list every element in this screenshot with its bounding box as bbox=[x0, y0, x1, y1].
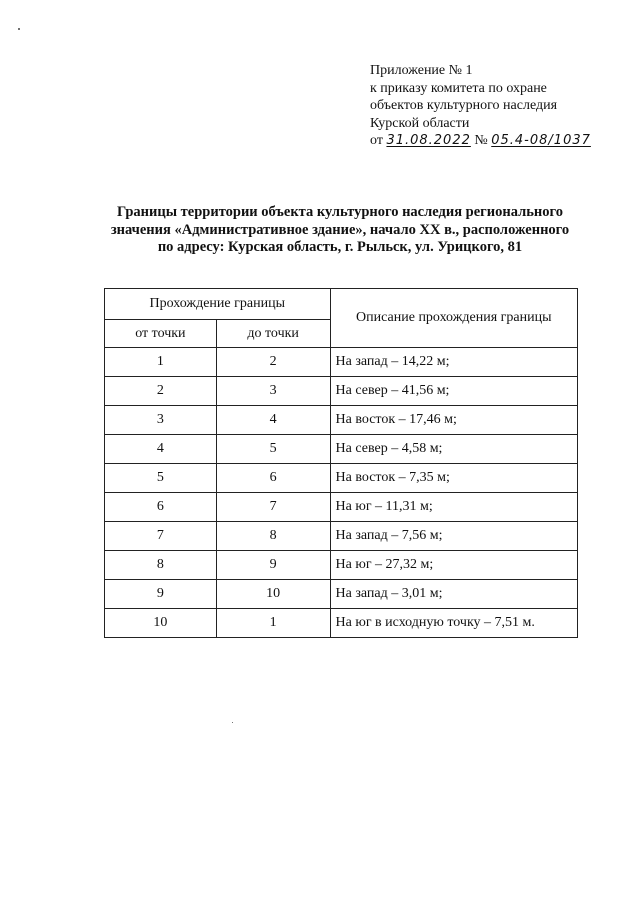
table-row bbox=[105, 609, 578, 638]
title-line: Границы территории объекта культурного наследия регионального bbox=[117, 204, 563, 220]
appendix-committee-line: объектов культурного наследия bbox=[370, 98, 558, 113]
from-point-cell: 9 bbox=[105, 580, 217, 609]
table-row bbox=[105, 522, 578, 551]
handwritten-date: 31.08.2022 bbox=[386, 133, 471, 148]
to-point-cell: 7 bbox=[216, 493, 330, 522]
description-cell: На север – 4,58 м; bbox=[330, 435, 577, 464]
to-point-cell: 6 bbox=[216, 464, 330, 493]
table-row bbox=[105, 493, 578, 522]
from-point-cell: 3 bbox=[105, 406, 217, 435]
to-point-cell: 8 bbox=[216, 522, 330, 551]
description-cell: На юг – 11,31 м; bbox=[330, 493, 577, 522]
description-cell: На запад – 3,01 м; bbox=[330, 580, 577, 609]
to-point-cell: 2 bbox=[216, 348, 330, 377]
title-line: по адресу: Курская область, г. Рыльск, ул. Урицкого, 81 bbox=[157, 239, 523, 255]
from-point-cell: 5 bbox=[105, 464, 217, 493]
from-point-cell: 8 bbox=[105, 551, 217, 580]
number-prefix: № bbox=[474, 133, 488, 148]
description-cell: На север – 41,56 м; bbox=[330, 377, 577, 406]
appendix-date-line bbox=[370, 132, 591, 150]
header-description: Описание прохождения границы bbox=[330, 289, 577, 348]
table-row bbox=[105, 377, 578, 406]
appendix-region-line: Курской области bbox=[370, 115, 470, 131]
to-point-cell: 9 bbox=[216, 551, 330, 580]
from-point-cell: 7 bbox=[105, 522, 217, 551]
table-row bbox=[105, 406, 578, 435]
to-point-cell: 3 bbox=[216, 377, 330, 406]
appendix-order-line: к приказу комитета по охране bbox=[370, 80, 547, 96]
description-cell: На восток – 7,35 м; bbox=[330, 464, 577, 493]
from-point-cell: 4 bbox=[105, 435, 217, 464]
to-point-cell: 5 bbox=[216, 435, 330, 464]
header-to-point: до точки bbox=[216, 320, 330, 348]
scan-speck bbox=[18, 28, 20, 30]
scan-speck bbox=[232, 722, 233, 723]
description-cell: На юг в исходную точку – 7,51 м. bbox=[330, 609, 577, 638]
to-point-cell: 10 bbox=[216, 580, 330, 609]
to-point-cell: 4 bbox=[216, 406, 330, 435]
from-point-cell: 2 bbox=[105, 377, 217, 406]
from-point-cell: 1 bbox=[105, 348, 217, 377]
boundary-table bbox=[104, 288, 578, 638]
table-row bbox=[105, 435, 578, 464]
description-cell: На юг – 27,32 м; bbox=[330, 551, 577, 580]
table-row bbox=[105, 551, 578, 580]
title-line: значения «Административное здание», начало XX в., расположенного bbox=[110, 221, 570, 238]
table-row bbox=[105, 348, 578, 377]
table-row bbox=[105, 464, 578, 493]
description-cell: На восток – 17,46 м; bbox=[330, 406, 577, 435]
appendix-block bbox=[370, 62, 591, 150]
description-cell: На запад – 7,56 м; bbox=[330, 522, 577, 551]
appendix-title: Приложение № 1 bbox=[370, 63, 473, 78]
handwritten-number: 05.4-08/1037 bbox=[491, 133, 591, 148]
header-from-point: от точки bbox=[105, 320, 217, 348]
date-prefix: от bbox=[370, 133, 383, 148]
description-cell: На запад – 14,22 м; bbox=[330, 348, 577, 377]
header-boundary-passage: Прохождение границы bbox=[105, 289, 331, 320]
to-point-cell: 1 bbox=[216, 609, 330, 638]
from-point-cell: 10 bbox=[105, 609, 217, 638]
document-title bbox=[90, 204, 590, 257]
from-point-cell: 6 bbox=[105, 493, 217, 522]
table-row bbox=[105, 580, 578, 609]
